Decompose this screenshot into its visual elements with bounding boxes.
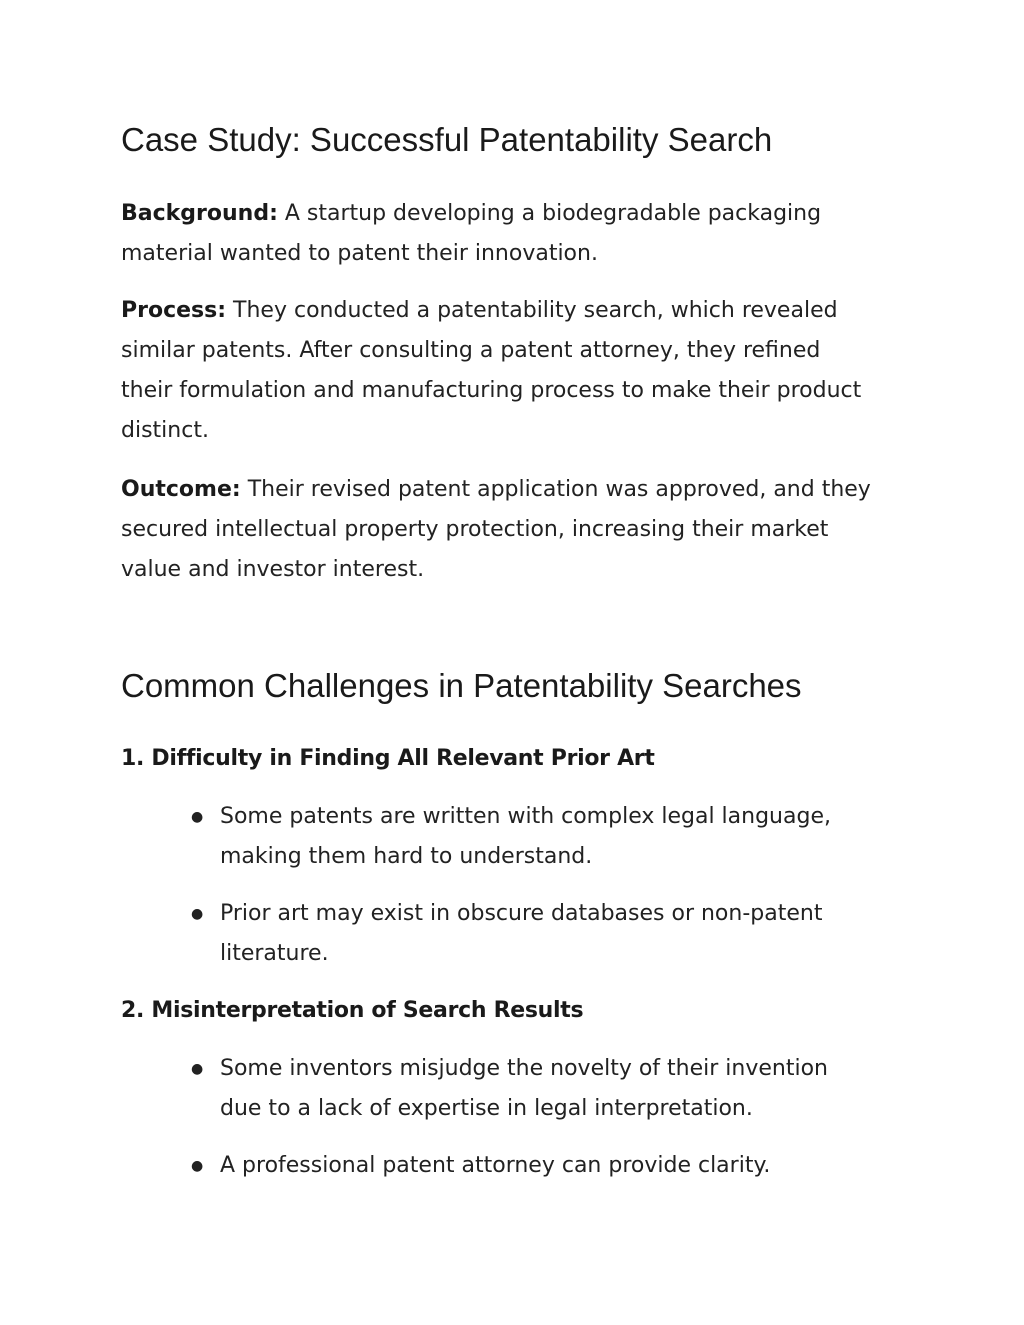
challenge-1-title: 1. Difficulty in Finding All Relevant Prior Art [121,746,655,771]
process-text: They conducted a patentability search, which revealed similar patents. After consulting a patent attorney, they refined their formulation and manufacturing process to make their product distinct. [121,298,862,443]
background-label: Background: [121,201,278,226]
list-item-text: Some patents are written with complex legal language, making them hard to understand. [220,804,831,869]
bullet-icon: ● [191,1158,204,1174]
outcome-paragraph [121,470,876,590]
outcome-text: Their revised patent application was approved, and they secured intellectual property protection, increasing their market value and investor interest. [121,477,871,582]
outcome-label: Outcome: [121,477,241,502]
challenges-heading: Common Challenges in Patentability Searches [121,667,802,704]
list-item [191,797,861,877]
challenge-1-bullet-list [191,797,861,991]
list-item [191,894,861,974]
background-paragraph [121,194,876,274]
list-item-text: A professional patent attorney can provide clarity. [220,1153,771,1178]
list-item-text: Prior art may exist in obscure databases or non-patent literature. [220,901,823,966]
background-text: A startup developing a biodegradable packaging material wanted to patent their innovation. [121,201,822,266]
challenge-2-title: 2. Misinterpretation of Search Results [121,998,584,1023]
bullet-icon: ● [191,906,204,922]
list-item-text: Some inventors misjudge the novelty of their invention due to a lack of expertise in legal interpretation. [220,1056,828,1121]
bullet-icon: ● [191,809,204,825]
list-item [191,1146,861,1186]
process-label: Process: [121,298,227,323]
case-study-heading: Case Study: Successful Patentability Search [121,121,773,158]
bullet-icon: ● [191,1061,204,1077]
list-item [191,1049,861,1129]
process-paragraph [121,291,876,451]
challenge-2-bullet-list [191,1049,861,1203]
